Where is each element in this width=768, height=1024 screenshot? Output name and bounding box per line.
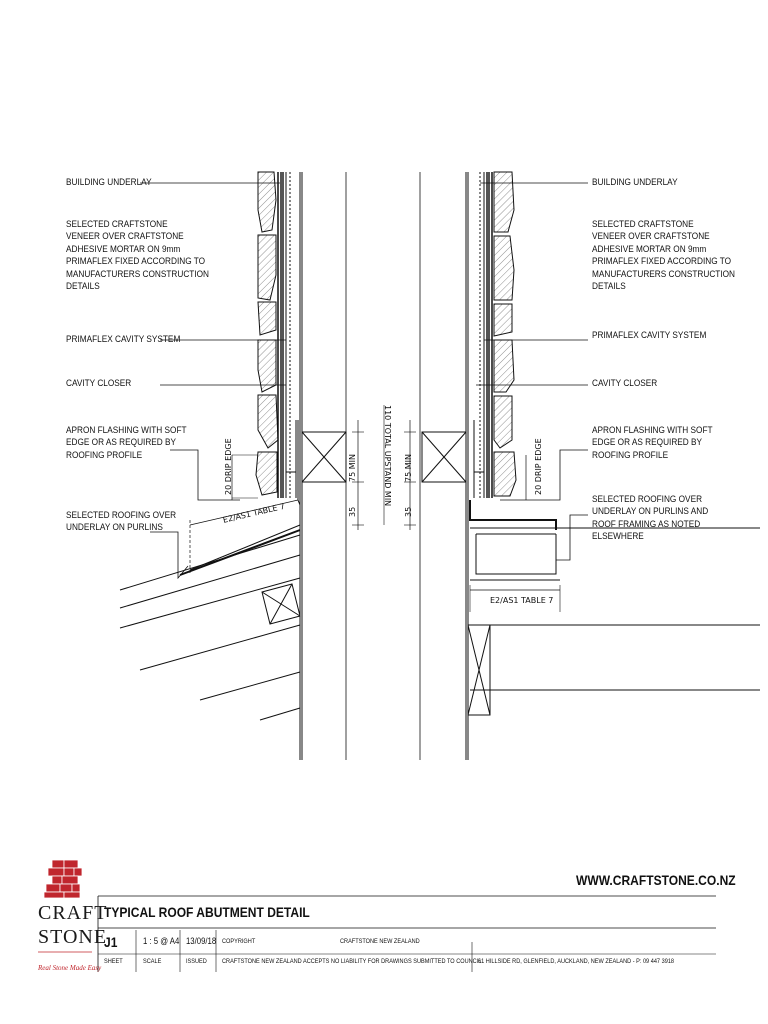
right-veneer-label: [592, 219, 735, 294]
left-building-underlay-label: BUILDING UNDERLAY: [66, 177, 152, 188]
right-joist: [468, 625, 490, 715]
left-veneer-line: DETAILS: [66, 281, 100, 293]
logo-stone-text: STONE: [38, 926, 108, 948]
drawing-title: TYPICAL ROOF ABUTMENT DETAIL: [104, 904, 310, 920]
left-cavity-system-label: PRIMAFLEX CAVITY SYSTEM: [66, 334, 181, 345]
table-dim-right: E2/AS1 TABLE 7: [490, 596, 554, 605]
drip-edge-dim-right: 20 DRIP EDGE: [534, 438, 543, 495]
left-purlin: [262, 584, 300, 624]
left-apron-line: EDGE OR AS REQUIRED BY: [66, 437, 177, 449]
company-address: 61 HILLSIDE RD, GLENFIELD, AUCKLAND, NEW ZEALAND - P: 09 447 3918: [478, 958, 675, 965]
left-roofing-line: SELECTED ROOFING OVER: [66, 510, 177, 521]
right-stone-veneer: [494, 172, 516, 496]
right-roofing-label: [592, 494, 708, 544]
right-veneer-line: MANUFACTURERS CONSTRUCTION: [592, 268, 736, 280]
drip-edge-dim-left: 20 DRIP EDGE: [224, 438, 233, 495]
right-veneer-line: SELECTED CRAFTSTONE: [592, 219, 694, 230]
left-stone-veneer: [256, 172, 278, 495]
left-apron-line: ROOFING PROFILE: [66, 449, 143, 461]
right-apron-label: [592, 425, 713, 462]
copyright-label: COPYRIGHT: [222, 938, 256, 945]
right-apron-line: APRON FLASHING WITH SOFT: [592, 425, 713, 436]
scale-value: 1 : 5 @ A4: [143, 936, 180, 946]
right-veneer-line: PRIMAFLEX FIXED ACCORDING TO: [592, 256, 732, 268]
clearance-dim-left: 35: [348, 506, 357, 517]
left-roofing-line: UNDERLAY ON PURLINS: [66, 522, 163, 534]
left-veneer-label: [66, 219, 209, 294]
upstand-dim-left: 75 MIN: [348, 454, 357, 482]
left-cavity-closer-label: CAVITY CLOSER: [66, 378, 132, 389]
left-apron-label: [66, 425, 187, 462]
left-veneer-line: VENEER OVER CRAFTSTONE: [66, 231, 184, 243]
right-cavity-closer-label: CAVITY CLOSER: [592, 378, 658, 389]
logo-brick-mark: [44, 860, 82, 898]
sheet-label: SHEET: [104, 958, 123, 965]
right-veneer-line: VENEER OVER CRAFTSTONE: [592, 231, 710, 243]
right-roofing-line: ROOF FRAMING AS NOTED: [592, 518, 701, 530]
upstand-dim-right: 75 MIN: [404, 454, 413, 482]
right-building-underlay-label: BUILDING UNDERLAY: [592, 177, 678, 188]
total-upstand-dim: 110 TOTAL UPSTAND MIN: [383, 405, 392, 507]
left-veneer-line: ADHESIVE MORTAR ON 9mm: [66, 243, 181, 255]
website-url: WWW.CRAFTSTONE.CO.NZ: [576, 872, 736, 888]
right-roofing-line: ELSEWHERE: [592, 531, 644, 543]
right-veneer-line: ADHESIVE MORTAR ON 9mm: [592, 243, 707, 255]
clearance-dim-right: 35: [404, 506, 413, 517]
right-roofing-line: UNDERLAY ON PURLINS AND: [592, 506, 709, 518]
left-apron-line: APRON FLASHING WITH SOFT: [66, 425, 187, 436]
logo-tagline: Real Stone Made Easy: [38, 964, 102, 972]
issued-value: 13/09/18: [186, 936, 217, 946]
right-veneer-line: DETAILS: [592, 281, 626, 293]
copyright-holder: CRAFTSTONE NEW ZEALAND: [340, 938, 420, 945]
logo-craft-text: CRAFT: [38, 902, 108, 924]
right-roofing-line: SELECTED ROOFING OVER: [592, 494, 703, 505]
left-veneer-line: SELECTED CRAFTSTONE: [66, 219, 168, 230]
left-roofing-label: [66, 510, 176, 535]
right-apron-line: ROOFING PROFILE: [592, 449, 669, 461]
left-veneer-line: PRIMAFLEX FIXED ACCORDING TO: [66, 256, 206, 268]
table-dim-left: E2/AS1 TABLE 7: [222, 501, 286, 525]
right-apron-line: EDGE OR AS REQUIRED BY: [592, 437, 703, 449]
issued-label: ISSUED: [186, 958, 207, 965]
right-cavity-system-label: PRIMAFLEX CAVITY SYSTEM: [592, 330, 707, 341]
left-veneer-line: MANUFACTURERS CONSTRUCTION: [66, 268, 210, 280]
sheet-value: J1: [104, 934, 118, 950]
upstand-right: [384, 172, 466, 760]
liability-note: CRAFTSTONE NEW ZEALAND ACCEPTS NO LIABILITY FOR DRAWINGS SUBMITTED TO COUNCIL: [222, 958, 482, 965]
scale-label: SCALE: [143, 958, 162, 965]
leaders-right: [476, 183, 588, 560]
